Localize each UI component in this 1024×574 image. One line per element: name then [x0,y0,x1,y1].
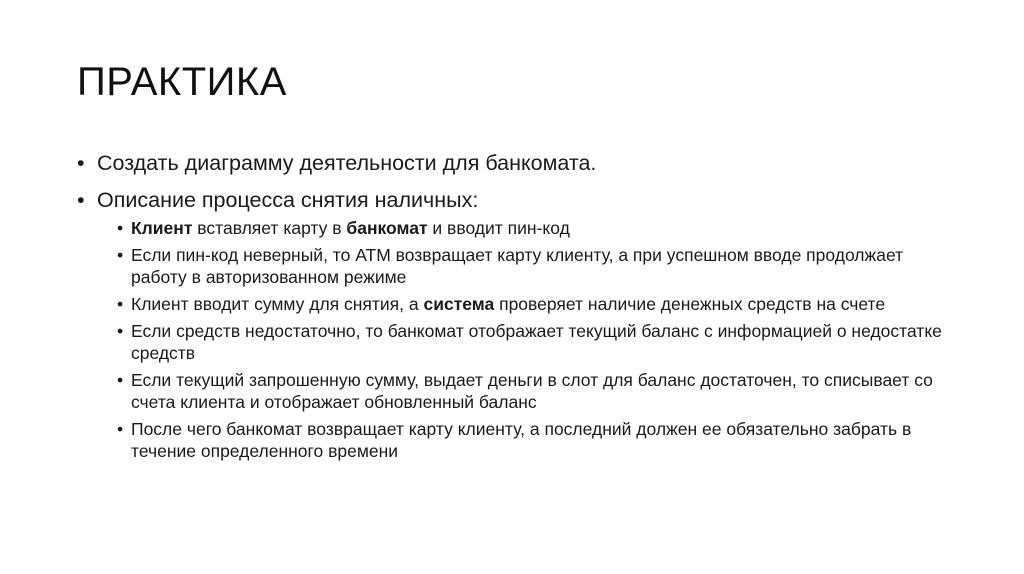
sub-bullet-text: проверяет наличие денежных средств на счете [494,294,886,314]
bullet-item [77,150,977,176]
bold-term: банкомат [346,218,428,238]
sub-bullet-text: Клиент вводит сумму для снятия, а [131,294,424,314]
sub-bullet-item [97,293,951,315]
bullet-dot-icon: • [77,188,85,212]
bold-term: Клиент [131,218,193,238]
sub-bullet-text: вставляет карту в [192,218,347,238]
bullet-list [77,150,977,473]
sub-bullet-item [97,320,951,364]
sub-bullet-item [97,244,951,288]
sub-bullet-item [97,418,951,462]
bullet-dot-icon: • [77,151,85,175]
sub-bullet-list [97,217,977,462]
bullet-item [77,187,977,462]
sub-bullet-text: Если текущий запрошенную сумму, выдает деньги в слот для баланс достаточен, то списывает со счета клиента и отображает обновленный баланс [131,370,933,412]
sub-bullet-text: и вводит пин-код [427,218,570,238]
bullet-text: Создать диаграмму деятельности для банкомата. [97,151,597,175]
bullet-dot-icon: • [117,321,124,341]
slide-title: ПРАКТИКА [77,60,287,104]
sub-bullet-text: Если пин-код неверный, то АТМ возвращает карту клиенту, а при успешном вводе продолжает работу в авторизованном режиме [131,245,904,287]
sub-bullet-text: После чего банкомат возвращает карту клиенту, а последний должен ее обязательно забрать в течение определенного времени [131,419,912,461]
bullet-dot-icon: • [117,370,124,390]
sub-bullet-item [97,369,951,413]
bullet-dot-icon: • [117,294,124,314]
bold-term: система [423,294,495,314]
sub-bullet-item [97,217,951,239]
sub-bullet-text: Если средств недостаточно, то банкомат отображает текущий баланс с информацией о недостатке средств [131,321,942,363]
bullet-dot-icon: • [117,245,124,265]
bullet-dot-icon: • [117,419,124,439]
bullet-dot-icon: • [117,218,124,238]
bullet-text: Описание процесса снятия наличных: [97,188,479,212]
